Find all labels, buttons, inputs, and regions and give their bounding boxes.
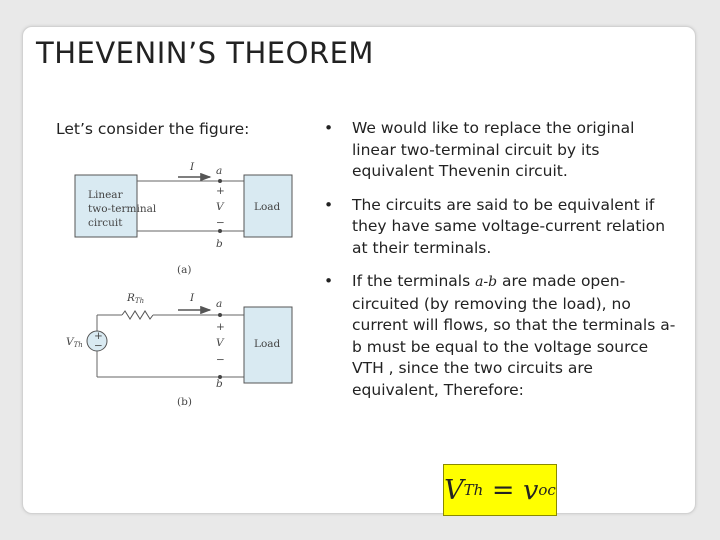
load-label-a: Load (254, 201, 281, 213)
box-line-2: two-terminal (88, 203, 157, 215)
plus-sign-a: + (216, 185, 225, 197)
minus-sign-a: − (216, 217, 225, 229)
bullet-dot: • (324, 119, 334, 137)
resistor-rth (122, 311, 153, 319)
caption-a: (a) (177, 264, 192, 276)
current-label-b: I (190, 292, 195, 304)
formula-rhs: v (523, 474, 539, 506)
plus-sign-b: + (216, 321, 225, 333)
formula-rhs-sub: oc (538, 481, 556, 499)
circuit-a (75, 161, 292, 276)
voltage-label-b: V (216, 337, 224, 349)
circuit-figure (60, 155, 310, 415)
terminal-a-label: a (216, 165, 223, 177)
bullet-text-after: are made open-circuited (by removing the load), no current will flows, so that the terminals a-b must be equal to the voltage source VTH , since the two circuits are equivalent, Therefore: (352, 272, 676, 399)
intro-text: Let’s consider the figure: (56, 120, 250, 138)
terminal-a-dot (218, 179, 222, 183)
source-plus: + (94, 330, 103, 342)
resistor-label: RTh (127, 292, 145, 305)
box-line-3: circuit (88, 217, 123, 229)
voltage-label-a: V (216, 201, 224, 213)
source-minus: − (94, 340, 103, 352)
bullet-text: The circuits are said to be equivalent if they have same voltage-current relation at their terminals. (352, 195, 666, 257)
formula-eq: = (483, 474, 524, 506)
current-label-a: I (190, 161, 195, 173)
bullet-item (322, 271, 682, 401)
minus-sign-b: − (216, 354, 225, 366)
bullet-list (322, 118, 682, 413)
bullet-text-before: If the terminals (352, 272, 476, 290)
bullet-dot: • (324, 195, 334, 214)
terminal-a-label-b: a (216, 298, 223, 310)
terminal-b-label: b (216, 238, 223, 250)
caption-b: (b) (177, 396, 192, 408)
bullet-text: We would like to replace the original linear two-terminal circuit by its equivalent Thevenin circuit. (352, 119, 635, 180)
bullet-dot: • (324, 272, 334, 290)
bullet-item (322, 195, 682, 260)
terminal-b-label-b: b (216, 378, 223, 390)
terminal-a-dot-b (218, 313, 222, 317)
box-line-1: Linear (88, 189, 123, 201)
terminals-ab: a-b (475, 274, 498, 290)
source-label: VTh (66, 336, 83, 349)
circuit-b (66, 292, 292, 408)
formula-lhs-sub: Th (463, 481, 484, 499)
slide-title: THEVENIN’S THEOREM (36, 36, 374, 70)
load-label-b: Load (254, 338, 281, 350)
bullet-item (322, 118, 682, 183)
formula-lhs: V (444, 474, 464, 506)
terminal-b-dot (218, 229, 222, 233)
vth-equals-voc-formula (443, 464, 557, 516)
